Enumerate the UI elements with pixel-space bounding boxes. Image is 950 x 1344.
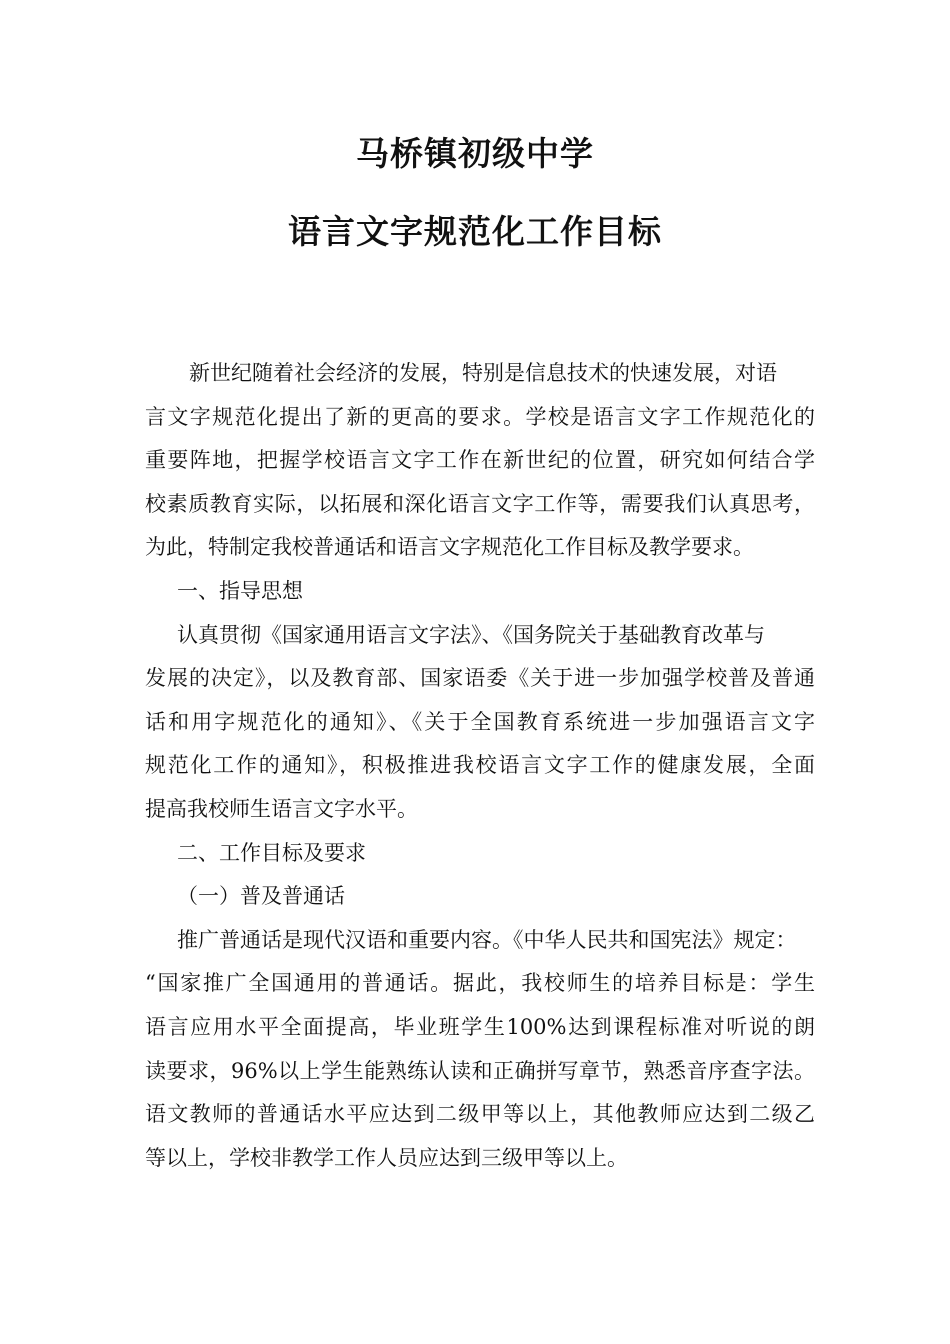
paragraph-line: 校素质教育实际，以拓展和深化语言文字工作等，需要我们认真思考， bbox=[145, 491, 815, 516]
paragraph-line: 话和用字规范化的通知》、《关于全国教育系统进一步加强语言文字 bbox=[145, 709, 815, 734]
section-heading: 二、工作目标及要求 bbox=[177, 840, 366, 865]
paragraph-line: 语言应用水平全面提高，毕业班学生100%达到课程标准对听说的朗 bbox=[145, 1014, 815, 1039]
paragraph-line: 推广普通话是现代汉语和重要内容。《中华人民共和国宪法》规定： bbox=[177, 927, 797, 952]
school-title: 马桥镇初级中学 bbox=[356, 134, 594, 173]
paragraph-line: 规范化工作的通知》，积极推进我校语言文字工作的健康发展，全面 bbox=[145, 753, 815, 778]
paragraph-line: 提高我校师生语言文字水平。 bbox=[145, 796, 418, 821]
section-heading: 一、指导思想 bbox=[177, 578, 303, 603]
paragraph-line: 为此，特制定我校普通话和语言文字规范化工作目标及教学要求。 bbox=[145, 535, 754, 560]
paragraph-line: 语文教师的普通话水平应达到二级甲等以上，其他教师应达到二级乙 bbox=[145, 1102, 815, 1127]
subsection-heading: （一）普及普通话 bbox=[177, 884, 345, 909]
paragraph-line: 重要阵地，把握学校语言文字工作在新世纪的位置，研究如何结合学 bbox=[145, 448, 815, 473]
paragraph-line: 发展的决定》，以及教育部、国家语委《关于进一步加强学校普及普通 bbox=[145, 666, 815, 691]
paragraph-line: 言文字规范化提出了新的更高的要求。学校是语言文字工作规范化的 bbox=[145, 404, 815, 429]
document-body bbox=[145, 352, 815, 1180]
document-title: 语言文字规范化工作目标 bbox=[288, 212, 662, 251]
paragraph-line: 认真贯彻《国家通用语言文字法》、《国务院关于基础教育改革与 bbox=[177, 622, 765, 647]
paragraph-line: “国家推广全国通用的普通话。据此，我校师生的培养目标是：学生 bbox=[145, 971, 815, 996]
paragraph-line: 等以上，学校非教学工作人员应达到三级甲等以上。 bbox=[145, 1145, 628, 1170]
paragraph-line: 新世纪随着社会经济的发展，特别是信息技术的快速发展，对语 bbox=[189, 361, 777, 385]
paragraph-line: 读要求，96%以上学生能熟练认读和正确拼写章节，熟悉音序查字法。 bbox=[145, 1058, 815, 1083]
